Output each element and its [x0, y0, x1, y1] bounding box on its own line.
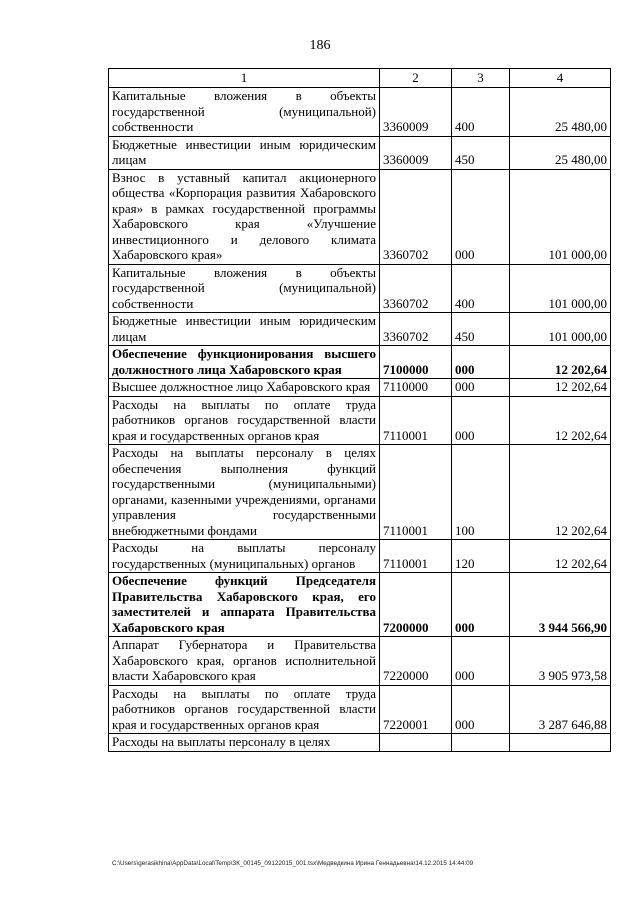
- row-name-cell: Высшее должностное лицо Хабаровского края: [109, 379, 380, 397]
- table-row: [109, 540, 611, 573]
- row-code-cell: 7100000: [380, 346, 452, 379]
- header-col-2: 2: [380, 69, 452, 88]
- row-amount-cell: 25 480,00: [510, 136, 611, 169]
- row-code-cell: 7220001: [380, 685, 452, 734]
- row-amount-cell: 12 202,64: [510, 445, 611, 540]
- row-amount-cell: 3 944 566,90: [510, 573, 611, 637]
- row-name-cell: Взнос в уставный капитал акционерного общества «Корпорация развития Хабаровского края» в рамках государственной программы Хабаровского края «Улучшение инвестиционного и делового климата Хабаровского края»: [109, 169, 380, 264]
- table-row: [109, 637, 611, 686]
- row-amount-cell: 3 287 646,88: [510, 685, 611, 734]
- header-col-4: 4: [510, 69, 611, 88]
- row-type-cell: 450: [452, 136, 510, 169]
- row-type-cell: 000: [452, 685, 510, 734]
- row-code-cell: 7110001: [380, 445, 452, 540]
- row-type-cell: 000: [452, 396, 510, 445]
- budget-table: [108, 68, 611, 752]
- row-amount-cell: 3 905 973,58: [510, 637, 611, 686]
- row-name-cell: Бюджетные инвестиции иным юридическим лицам: [109, 136, 380, 169]
- page-number: 186: [309, 38, 331, 53]
- file-path-footer: C:\Users\gerasikhina\AppData\Local\Temp\ЗК_00145_09122015_001.tsx\Медведкина Ирина Геннадьевна\14.12.2015 14:44:09: [112, 860, 474, 867]
- row-name-cell: Расходы на выплаты по оплате труда работников органов государственной власти края и государственных органов края: [109, 685, 380, 734]
- row-amount-cell: [510, 734, 611, 752]
- table-row: [109, 88, 611, 137]
- row-amount-cell: 12 202,64: [510, 346, 611, 379]
- row-amount-cell: 25 480,00: [510, 88, 611, 137]
- header-col-1: 1: [109, 69, 380, 88]
- row-type-cell: 400: [452, 264, 510, 313]
- row-name-cell: Обеспечение функций Председателя Правительства Хабаровского края, его заместителей и аппарата Правительства Хабаровского края: [109, 573, 380, 637]
- row-type-cell: 000: [452, 346, 510, 379]
- row-type-cell: [452, 734, 510, 752]
- table-row: [109, 169, 611, 264]
- row-type-cell: 100: [452, 445, 510, 540]
- row-name-cell: Расходы на выплаты персоналу в целях обеспечения выполнения функций государственными (муниципальными) органами, казенными учреждениями, органами управления государственными внебюджетными фондами: [109, 445, 380, 540]
- table-row: [109, 685, 611, 734]
- table-row: [109, 445, 611, 540]
- row-type-cell: 400: [452, 88, 510, 137]
- table-row: [109, 313, 611, 346]
- row-type-cell: 000: [452, 379, 510, 397]
- table-row: [109, 396, 611, 445]
- table-row: [109, 734, 611, 752]
- row-name-cell: Аппарат Губернатора и Правительства Хабаровского края, органов исполнительной власти Хабаровского края: [109, 637, 380, 686]
- row-amount-cell: 101 000,00: [510, 264, 611, 313]
- header-col-3: 3: [452, 69, 510, 88]
- row-code-cell: 7110001: [380, 396, 452, 445]
- table-row: [109, 379, 611, 397]
- row-name-cell: Расходы на выплаты персоналу государственных (муниципальных) органов: [109, 540, 380, 573]
- table-row: [109, 136, 611, 169]
- row-code-cell: 3360702: [380, 313, 452, 346]
- row-amount-cell: 12 202,64: [510, 379, 611, 397]
- row-code-cell: 3360702: [380, 169, 452, 264]
- row-amount-cell: 12 202,64: [510, 540, 611, 573]
- table-row: [109, 264, 611, 313]
- row-type-cell: 000: [452, 169, 510, 264]
- row-code-cell: [380, 734, 452, 752]
- row-name-cell: Капитальные вложения в объекты государственной (муниципальной) собственности: [109, 264, 380, 313]
- row-code-cell: 7220000: [380, 637, 452, 686]
- row-type-cell: 450: [452, 313, 510, 346]
- row-amount-cell: 101 000,00: [510, 313, 611, 346]
- row-code-cell: 7200000: [380, 573, 452, 637]
- row-code-cell: 7110001: [380, 540, 452, 573]
- row-type-cell: 120: [452, 540, 510, 573]
- row-name-cell: Бюджетные инвестиции иным юридическим лицам: [109, 313, 380, 346]
- row-type-cell: 000: [452, 637, 510, 686]
- row-code-cell: 7110000: [380, 379, 452, 397]
- row-code-cell: 3360009: [380, 136, 452, 169]
- table-header-row: [109, 69, 611, 88]
- row-name-cell: Расходы на выплаты персоналу в целях: [109, 734, 380, 752]
- row-type-cell: 000: [452, 573, 510, 637]
- row-code-cell: 3360702: [380, 264, 452, 313]
- row-code-cell: 3360009: [380, 88, 452, 137]
- row-amount-cell: 12 202,64: [510, 396, 611, 445]
- row-name-cell: Капитальные вложения в объекты государственной (муниципальной) собственности: [109, 88, 380, 137]
- row-name-cell: Обеспечение функционирования высшего должностного лица Хабаровского края: [109, 346, 380, 379]
- table-body: [109, 88, 611, 752]
- table-row: [109, 346, 611, 379]
- table-row: [109, 573, 611, 637]
- row-amount-cell: 101 000,00: [510, 169, 611, 264]
- row-name-cell: Расходы на выплаты по оплате труда работников органов государственной власти края и государственных органов края: [109, 396, 380, 445]
